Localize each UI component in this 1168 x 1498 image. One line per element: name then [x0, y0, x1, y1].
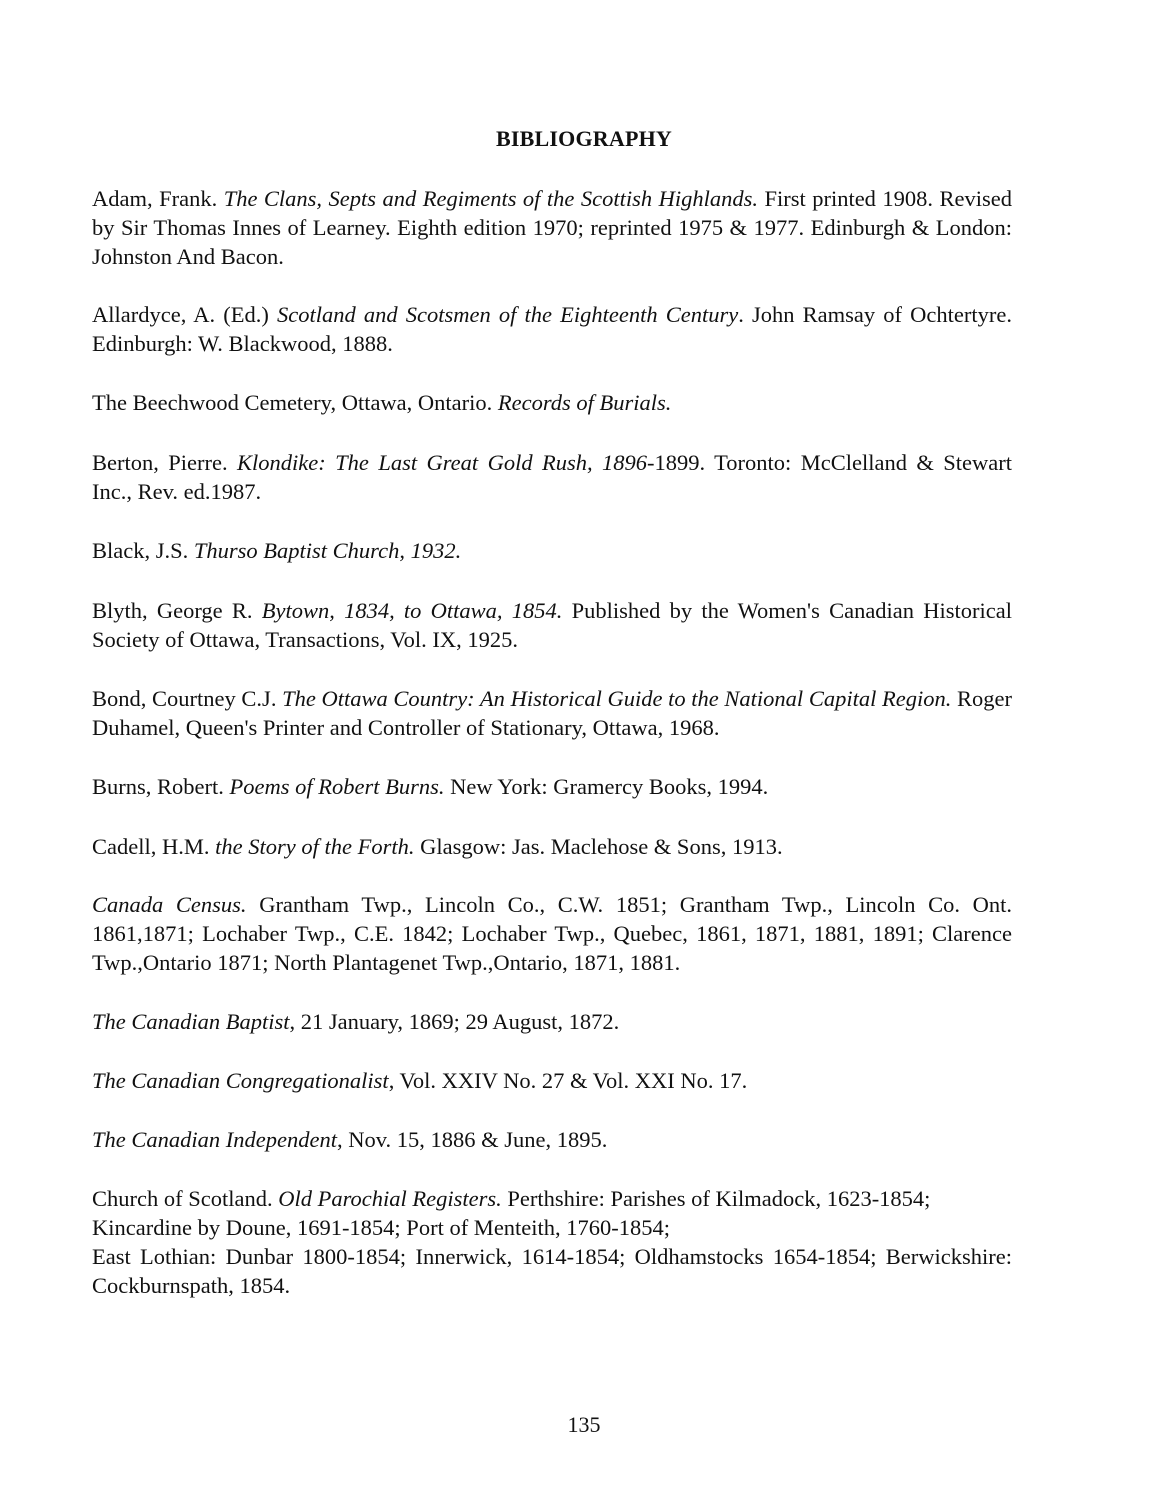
- entry-author: Blyth, George R.: [92, 598, 262, 623]
- entry-title: Records of Burials.: [497, 390, 672, 415]
- bibliography-entry: [92, 684, 1012, 742]
- entry-title: Scotland and Scotsmen of the Eighteenth Century: [276, 302, 739, 327]
- entry-details-continued: East Lothian: Dunbar 1800-1854; Innerwick, 1614-1854; Oldhamstocks 1654-1854; Berwickshire: Cockburnspath, 1854.: [92, 1244, 1012, 1298]
- bibliography-entry: [92, 300, 1012, 358]
- entry-title: The Clans, Septs and Regiments of the Scottish Highlands.: [223, 186, 758, 211]
- entry-details: , Nov. 15, 1886 & June, 1895.: [336, 1127, 608, 1152]
- entry-details: First printed 1908. Revised by Sir Thomas Innes of Learney. Eighth edition 1970; reprinted 1975 & 1977. Edinburgh & London: Johnston And Bacon.: [92, 186, 1012, 269]
- entry-title: The Ottawa Country: An Historical Guide to the National Capital Region.: [282, 686, 952, 711]
- entry-details: Published by the Women's Canadian Historical Society of Ottawa, Transactions, Vol. IX, 1925.: [92, 598, 1012, 652]
- entry-author: Burns, Robert.: [92, 774, 230, 799]
- entry-author: Cadell, H.M.: [92, 834, 216, 859]
- entry-title: Poems of Robert Burns.: [229, 774, 445, 799]
- entry-author: The Beechwood Cemetery, Ottawa, Ontario.: [92, 390, 498, 415]
- bibliography-entry: [92, 1125, 1012, 1154]
- entry-title: The Canadian Independent: [92, 1127, 337, 1152]
- bibliography-entry: [92, 772, 1012, 801]
- entry-author: Adam, Frank.: [92, 186, 224, 211]
- entry-author: Berton, Pierre.: [92, 450, 238, 475]
- entry-title: The Canadian Baptist: [92, 1009, 290, 1034]
- bibliography-entry: [92, 596, 1012, 654]
- bibliography-entry: [92, 1007, 1012, 1036]
- entry-author: Bond, Courtney C.J.: [92, 686, 283, 711]
- entry-details: , 21 January, 1869; 29 August, 1872.: [289, 1009, 620, 1034]
- entry-title: the Story of the Forth.: [215, 834, 415, 859]
- entry-author: Allardyce, A. (Ed.): [92, 302, 277, 327]
- page-number: 135: [567, 1412, 601, 1437]
- bibliography-entry: [92, 536, 1012, 565]
- bibliography-entry: [92, 184, 1012, 271]
- entry-details: Perthshire: Parishes of Kilmadock, 1623-1854; Kincardine by Doune, 1691-1854; Port of Menteith, 1760-1854;: [92, 1186, 931, 1240]
- bibliography-entry: [92, 1066, 1012, 1095]
- bibliography-entry: [92, 890, 1012, 977]
- entry-title: Bytown, 1834, to Ottawa, 1854.: [261, 598, 563, 623]
- entry-title: Canada Census.: [92, 892, 247, 917]
- page-title: BIBLIOGRAPHY: [496, 126, 672, 151]
- bibliography-entry: [92, 388, 1012, 417]
- entry-details: . John Ramsay of Ochtertyre. Edinburgh: W. Blackwood, 1888.: [92, 302, 1012, 356]
- entry-details: , Vol. XXIV No. 27 & Vol. XXI No. 17.: [388, 1068, 748, 1093]
- entry-title: Thurso Baptist Church, 1932.: [193, 538, 462, 563]
- entry-author: Black, J.S.: [92, 538, 194, 563]
- entry-title: The Canadian Congregationalist: [92, 1068, 389, 1093]
- bibliography-entry: [92, 448, 1012, 506]
- entry-title: Klondike: The Last Great Gold Rush, 1896: [237, 450, 648, 475]
- entry-details: -1899. Toronto: McClelland & Stewart Inc., Rev. ed.1987.: [92, 450, 1012, 504]
- bibliography-entry: [92, 1184, 1012, 1300]
- entry-author: Church of Scotland.: [92, 1186, 279, 1211]
- bibliography-entry: [92, 832, 1012, 861]
- entry-title: Old Parochial Registers.: [278, 1186, 502, 1211]
- entry-details: Glasgow: Jas. Maclehose & Sons, 1913.: [414, 834, 783, 859]
- entry-details: Grantham Twp., Lincoln Co., C.W. 1851; Grantham Twp., Lincoln Co. Ont. 1861,1871; Lochaber Twp., C.E. 1842; Lochaber Twp., Quebec, 1861, 1871, 1881, 1891; Clarence Twp.,Ontario 1871; North Plantagenet Twp.,Ontario, 1871, 1881.: [92, 892, 1013, 975]
- entry-details: Roger Duhamel, Queen's Printer and Controller of Stationary, Ottawa, 1968.: [92, 686, 1013, 740]
- entry-details: New York: Gramercy Books, 1994.: [444, 774, 769, 799]
